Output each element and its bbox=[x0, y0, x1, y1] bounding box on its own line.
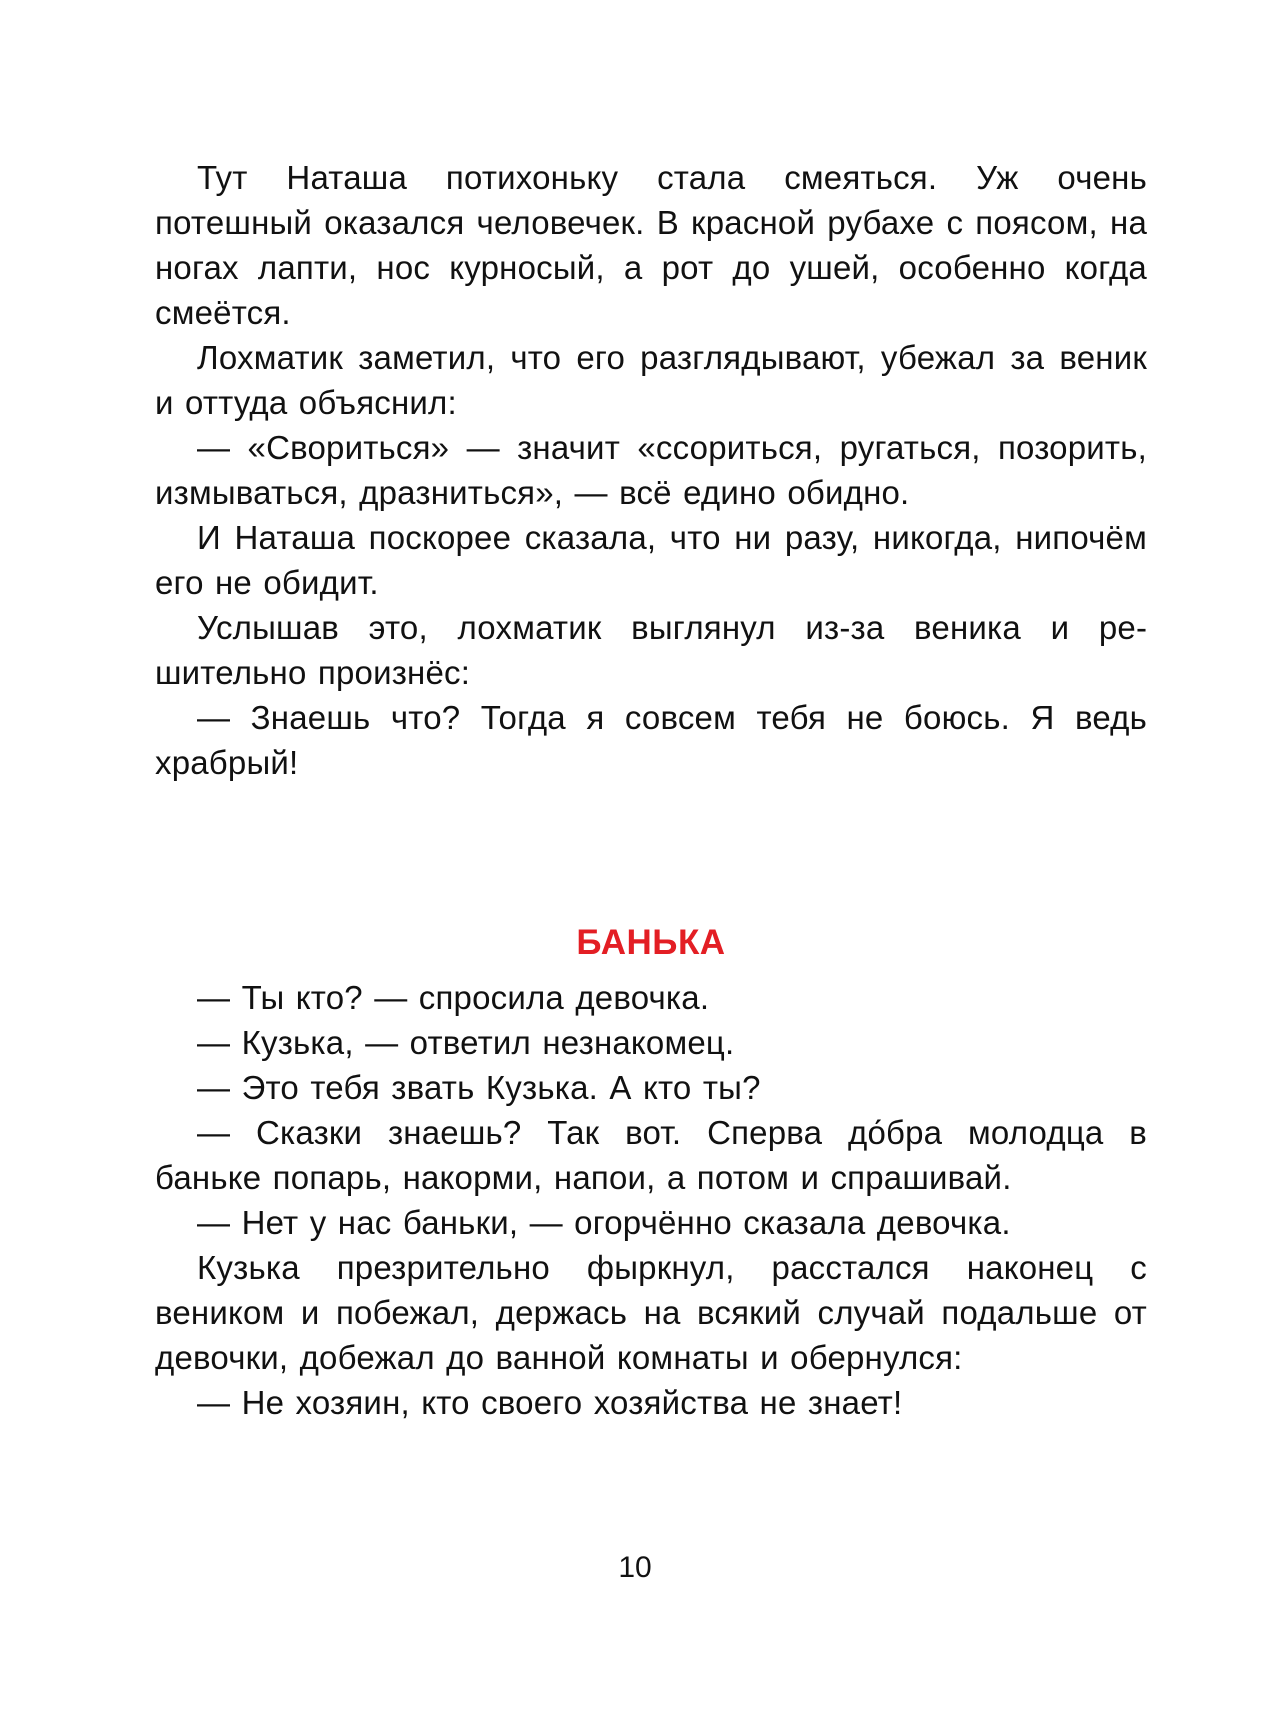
paragraph: — Нет у нас баньки, — огорчённо сказала девочка. bbox=[197, 1204, 1011, 1241]
story-part-one bbox=[155, 155, 1147, 785]
paragraph: — Сказки знаешь? Так вот. Сперва до́бра молодца в баньке попарь, накорми, напои, а потом и спрашивай. bbox=[155, 1114, 1147, 1196]
paragraph: И Наташа поскорее сказала, что ни разу, никогда, нипочём его не обидит. bbox=[155, 519, 1147, 601]
paragraph: — Не хозяин, кто своего хозяйства не знает! bbox=[197, 1384, 903, 1421]
paragraph: Услышав это, лохматик выглянул из-за веника и решительно произнёс: bbox=[155, 609, 1147, 691]
paragraph: Тут Наташа потихоньку стала смеяться. Уж очень потешный оказался человечек. В красной рубахе с поясом, на ногах лапти, нос курносый, а рот до ушей, особенно когда смеётся. bbox=[155, 159, 1147, 331]
paragraph: Кузька презрительно фыркнул, расстался наконец с веником и побежал, держась на всякий случай подальше от девочки, добежал до ванной комнаты и обернулся: bbox=[155, 1249, 1147, 1376]
paragraph: — «Свориться» — значит «ссориться, ругаться, позорить, измываться, дразниться», — всё едино обидно. bbox=[155, 429, 1147, 511]
book-page bbox=[155, 155, 1147, 1425]
section-title: БАНЬКА bbox=[576, 923, 726, 962]
story-part-two bbox=[155, 975, 1147, 1425]
paragraph: Лохматик заметил, что его разглядывают, убежал за веник и оттуда объяснил: bbox=[155, 339, 1147, 421]
paragraph: — Это тебя звать Кузька. А кто ты? bbox=[197, 1069, 761, 1106]
paragraph: — Кузька, — ответил незнакомец. bbox=[197, 1024, 735, 1061]
page-number: 10 bbox=[618, 1551, 652, 1584]
paragraph: — Ты кто? — спросила девочка. bbox=[197, 979, 710, 1016]
paragraph: — Знаешь что? Тогда я совсем тебя не боюсь. Я ведь храбрый! bbox=[155, 699, 1147, 781]
